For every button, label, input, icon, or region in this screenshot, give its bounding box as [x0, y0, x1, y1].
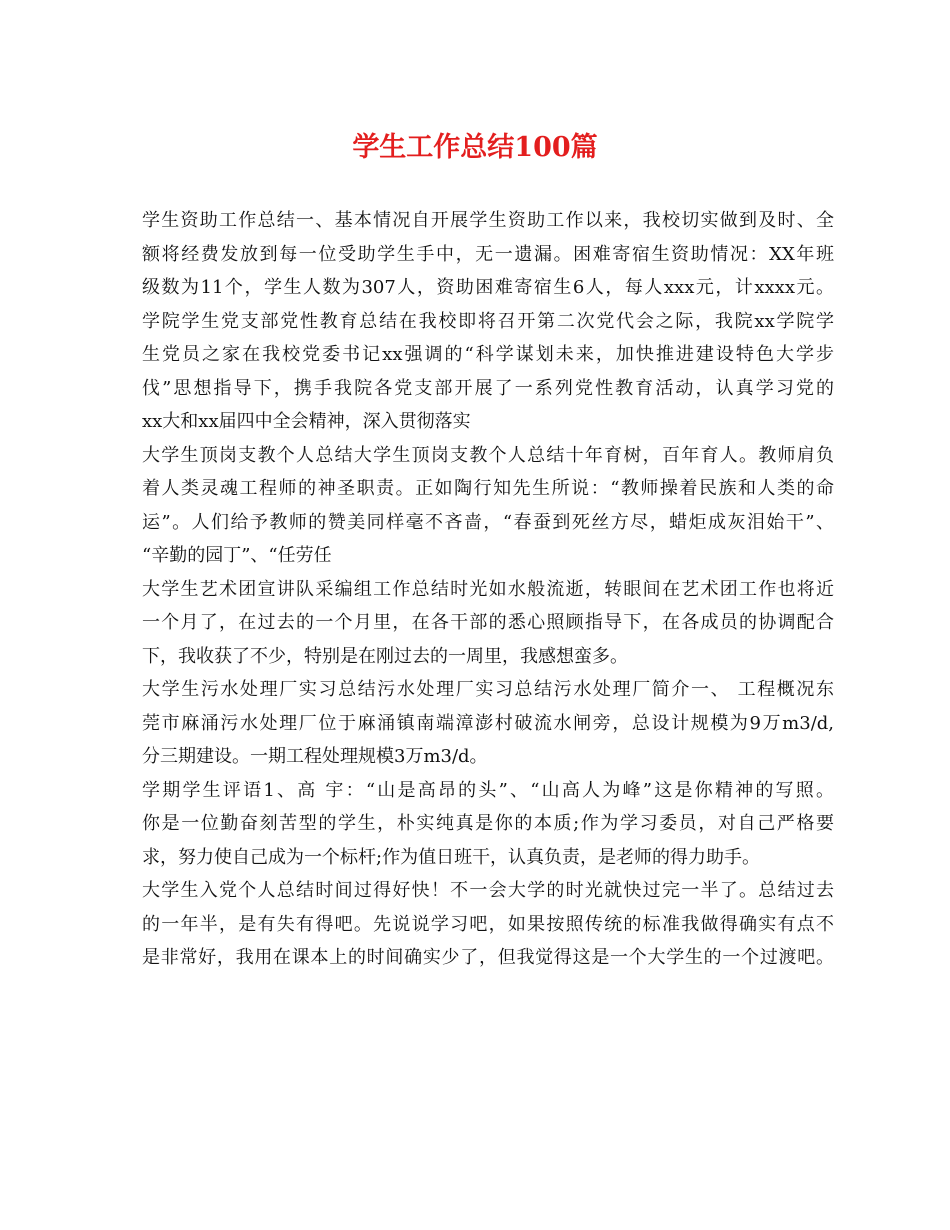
paragraph-line: 大学生入党个人总结时间过得好快！不一会大学的时光就快过完一半了。总结过去 [142, 880, 834, 901]
paragraph-line: 大学生艺术团宣讲队采编组工作总结时光如水般流逝，转眼间在艺术团工作也将近 [142, 578, 834, 600]
paragraph-line: 是非常好，我用在课本上的时间确实少了，但我觉得这是一个大学生的一个过渡吧。 [142, 947, 834, 968]
paragraph-line: 分三期建设。一期工程处理规模3万m3/d。 [142, 746, 488, 767]
paragraph-line: 下，我收获了不少，特别是在刚过去的一周里，我感想蛮多。 [142, 645, 628, 667]
paragraph [142, 874, 834, 975]
paragraph-line: 你是一位勤奋刻苦型的学生，朴实纯真是你的本质;作为学习委员，对自己严格要 [142, 813, 834, 834]
paragraph-line: 学生资助工作总结一、基本情况自开展学生资助工作以来，我校切实做到及时、全 [142, 210, 834, 231]
paragraph-line: 运”。人们给予教师的赞美同样毫不吝啬，“春蚕到死丝方尽，蜡炬成灰泪始干”、 [142, 511, 834, 533]
paragraph [142, 439, 834, 573]
document-title: 学生工作总结100篇 [352, 132, 598, 163]
paragraph [142, 673, 834, 774]
paragraph-line: 伐”思想指导下，携手我院各党支部开展了一系列党性教育活动，认真学习党的 [142, 377, 834, 399]
paragraph-line: 大学生污水处理厂实习总结污水处理厂实习总结污水处理厂简介一、 工程概况东 [142, 679, 834, 700]
paragraph-line: 大学生顶岗支教个人总结大学生顶岗支教个人总结十年育树，百年育人。教师肩负 [142, 444, 834, 466]
paragraph-line: 学期学生评语1、高 宇：“山是高昂的头”、“山高人为峰”这是你精神的写照。 [142, 779, 834, 801]
paragraph [142, 573, 834, 674]
paragraph-line: “辛勤的园丁”、“任劳任 [142, 545, 332, 566]
paragraph-line: 一个月了，在过去的一个月里，在各干部的悉心照顾指导下，在各成员的协调配合 [142, 612, 834, 633]
paragraph-line: 学院学生党支部党性教育总结在我校即将召开第二次党代会之际，我院xx学院学 [142, 310, 834, 332]
paragraph-line: 着人类灵魂工程师的神圣职责。正如陶行知先生所说：“教师操着民族和人类的命 [142, 478, 834, 499]
paragraph-line: 级数为11个，学生人数为307人，资助困难寄宿生6人，每人xxx元，计xxxx元。 [142, 277, 834, 298]
paragraph [142, 774, 834, 875]
paragraph-line: 额将经费发放到每一位受助学生手中，无一遗漏。困难寄宿生资助情况：XX年班 [142, 243, 834, 265]
paragraph-line: 莞市麻涌污水处理厂位于麻涌镇南端漳澎村破流水闸旁，总设计规模为9万m3/d, [142, 712, 834, 734]
paragraph-line: 的一年半，是有失有得吧。先说说学习吧，如果按照传统的标准我做得确实有点不 [142, 913, 834, 935]
paragraph-line: 求，努力使自己成为一个标杆;作为值日班干，认真负责，是老师的得力助手。 [142, 846, 761, 868]
document-body [142, 204, 834, 975]
paragraph [142, 204, 834, 439]
paragraph-line: 生党员之家在我校党委书记xx强调的“科学谋划未来，加快推进建设特色大学步 [142, 344, 834, 365]
paragraph-line: xx大和xx届四中全会精神，深入贯彻落实 [142, 411, 471, 432]
